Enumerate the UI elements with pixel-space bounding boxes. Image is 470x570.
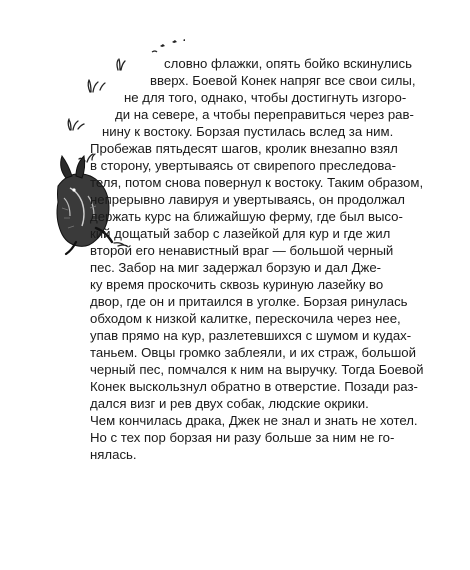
text-line: нялась. xyxy=(90,447,137,462)
text-line: таньем. Овцы громко заблеяли, и их страж, большой xyxy=(90,345,416,360)
text-line: вверх. Боевой Конек напряг все свои силы, xyxy=(150,73,416,88)
text-line: теля, потом снова повернул к востоку. Таким образом, xyxy=(90,175,424,190)
text-line: непрерывно лавируя и увертываясь, он продолжал xyxy=(90,192,405,207)
text-line: двор, где он и притаился в уголке. Борзая ринулась xyxy=(90,294,408,309)
text-line: пес. Забор на миг задержал борзую и дал Дже- xyxy=(90,260,382,275)
text-line: не для того, однако, чтобы достигнуть изгоро- xyxy=(124,90,407,105)
text-line: держать курс на ближайшую ферму, где был высо- xyxy=(90,209,403,224)
text-line: ди на севере, а чтобы переправиться через рав- xyxy=(115,107,414,122)
text-line: словно флажки, опять бойко вскинулись xyxy=(164,56,412,71)
text-line: нину к востоку. Борзая пустилась вслед за ним. xyxy=(102,124,394,139)
text-line: Но с тех пор борзая ни разу больше за ним не го- xyxy=(90,430,395,445)
text-line: черный пес, помчался к ним на выручку. Тогда Боевой xyxy=(90,362,424,377)
text-line: второй его ненавистный враг — большой черный xyxy=(90,243,394,258)
text-line: в сторону, увертываясь от свирепого преследова- xyxy=(90,158,396,173)
text-line: обходом к низкой калитке, перескочила через нее, xyxy=(90,311,401,326)
text-line: Конек выскользнул обратно в отверстие. Позади раз- xyxy=(90,379,418,394)
text-line: упав прямо на кур, разлетевшихся с шумом и кудах- xyxy=(90,328,412,343)
text-line: дался визг и рев двух собак, людские окрики. xyxy=(90,396,369,411)
text-line: Пробежав пятьдесят шагов, кролик внезапно взял xyxy=(90,141,398,156)
text-line: кий дощатый забор с лазейкой для кур и где жил xyxy=(90,226,391,241)
text-line: ку время проскочить сквозь куриную лазейку во xyxy=(90,277,384,292)
text-line: Чем кончилась драка, Джек не знал и знать не хотел. xyxy=(90,413,418,428)
